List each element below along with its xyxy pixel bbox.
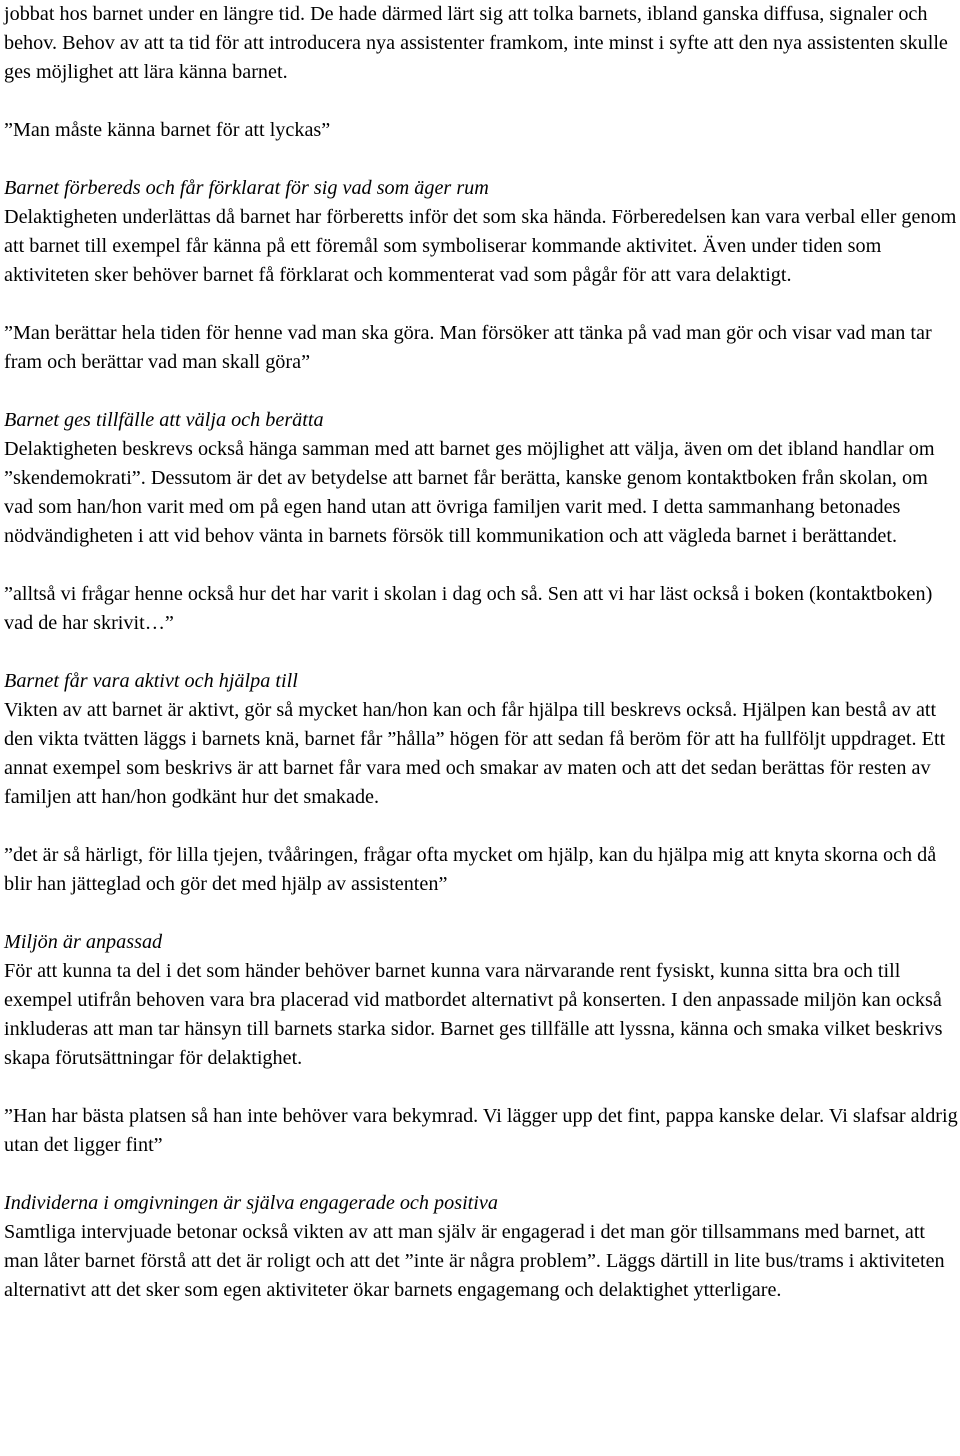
- document-page: [4, 0, 958, 1305]
- section-1-heading: Barnet förbereds och får förklarat för sig vad som äger rum: [4, 177, 489, 199]
- section-2-quote: ”alltså vi frågar henne också hur det har varit i skolan i dag och så. Sen att vi har läst också i boken (kontaktboken) vad de har skrivit…”: [4, 583, 933, 634]
- section-3-heading: Barnet får vara aktivt och hjälpa till: [4, 670, 298, 692]
- section-2-body: Delaktigheten beskrevs också hänga samman med att barnet ges möjlighet att välja, även om det ibland handlar om ”skendemokrati”. Dessutom är det av betydelse att barnet får berätta, kanske genom kontaktboken från skolan, om vad som han/hon varit med om på egen hand utan att övriga familjen varit med. I detta sammanhang betonades nödvändigheten i att vid behov vänta in barnets försök till kommunikation och att vägleda barnet i berättandet.: [4, 438, 935, 547]
- section-2-heading: Barnet ges tillfälle att välja och berätta: [4, 409, 324, 431]
- section-5-body: Samtliga intervjuade betonar också vikten av att man själv är engagerad i det man gör tillsammans med barnet, att man låter barnet förstå att det är roligt och att det ”inte är några problem”. Läggs därtill in lite bus/trams i aktiviteten alternativt att det sker som egen aktiviteter ökar barnets engagemang och delaktighet ytterligare.: [4, 1221, 945, 1301]
- quote-1: ”Man måste känna barnet för att lyckas”: [4, 119, 331, 141]
- section-5-heading: Individerna i omgivningen är själva engagerade och positiva: [4, 1192, 498, 1214]
- intro-paragraph: jobbat hos barnet under en längre tid. De hade därmed lärt sig att tolka barnets, ibland ganska diffusa, signaler och behov. Behov av att ta tid för att introducera nya assistenter framkom, inte minst i syfte att den nya assistenten skulle ges möjlighet att lära känna barnet.: [4, 3, 948, 83]
- section-4-heading: Miljön är anpassad: [4, 931, 163, 953]
- section-1-body: Delaktigheten underlättas då barnet har förberetts inför det som ska hända. Förberedelsen kan vara verbal eller genom att barnet till exempel får känna på ett föremål som symboliserar kommande aktivitet. Även under tiden som aktiviteten sker behöver barnet få förklarat och kommenterat vad som pågår för att vara delaktigt.: [4, 206, 957, 286]
- section-3-quote: ”det är så härligt, för lilla tjejen, tvååringen, frågar ofta mycket om hjälp, kan du hjälpa mig att knyta skorna och då blir han jätteglad och gör det med hjälp av assistenten”: [4, 844, 937, 895]
- section-4-body: För att kunna ta del i det som händer behöver barnet kunna vara närvarande rent fysiskt, kunna sitta bra och till exempel utifrån behoven vara bra placerad vid matbordet alternativt på konserten. I den anpassade miljön kan också inkluderas att man tar hänsyn till barnets starka sidor. Barnet ges tillfälle att lyssna, känna och smaka vilket beskrivs skapa förutsättningar för delaktighet.: [4, 960, 943, 1069]
- section-4-quote: ”Han har bästa platsen så han inte behöver vara bekymrad. Vi lägger upp det fint, pappa kanske delar. Vi slafsar aldrig utan det ligger fint”: [4, 1105, 958, 1156]
- section-3-body: Vikten av att barnet är aktivt, gör så mycket han/hon kan och får hjälpa till beskrevs också. Hjälpen kan bestå av att den vikta tvätten läggs i barnets knä, barnet får ”hålla” högen för att sedan få beröm för att ha fullföljt uppdraget. Ett annat exempel som beskrivs är att barnet får vara med och smakar av maten och att det sedan berättas för resten av familjen att han/hon godkänt hur det smakade.: [4, 699, 946, 808]
- section-1-quote: ”Man berättar hela tiden för henne vad man ska göra. Man försöker att tänka på vad man gör och visar vad man tar fram och berättar vad man skall göra”: [4, 322, 932, 373]
